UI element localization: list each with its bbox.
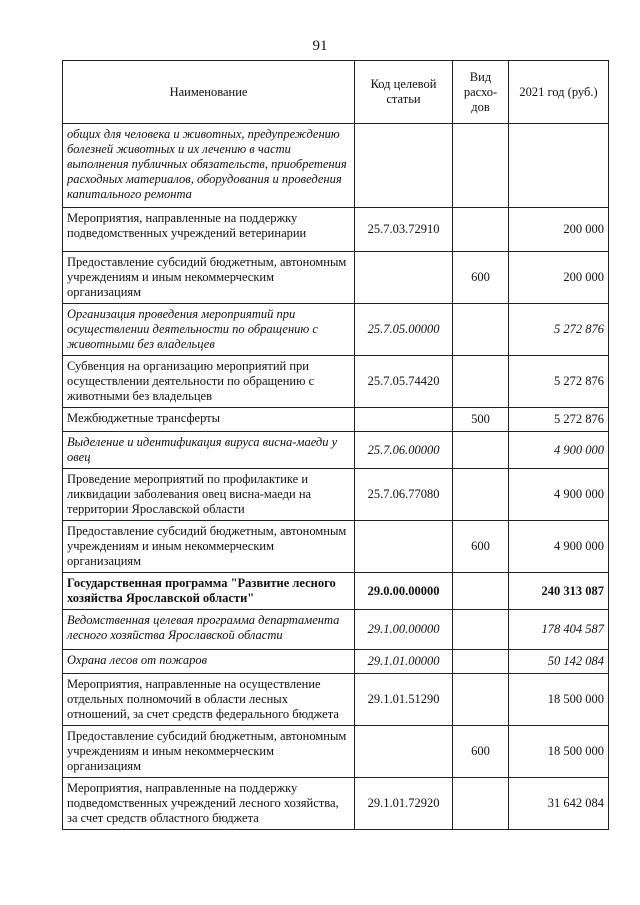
row-code-cell: 29.1.01.51290 — [355, 674, 453, 726]
row-type-cell: 600 — [453, 521, 509, 573]
table-row — [63, 610, 609, 650]
row-code-cell — [355, 252, 453, 304]
row-amount-cell: 4 900 000 — [509, 469, 609, 521]
table-row — [63, 356, 609, 408]
row-name-cell: Межбюджетные трансферты — [63, 408, 355, 432]
row-name-cell: Мероприятия, направленные на осуществление отдельных полномочий в области лесных отношений, за счет средств федерального бюджета — [63, 674, 355, 726]
table-row — [63, 778, 609, 830]
row-amount-cell: 5 272 876 — [509, 408, 609, 432]
row-type-cell: 600 — [453, 726, 509, 778]
table-row — [63, 432, 609, 469]
row-name-cell: Охрана лесов от пожаров — [63, 650, 355, 674]
row-name-cell: общих для человека и животных, предупреждению болезней животных и их лечению в части выполнения публичных обязательств, приобретения расходных материалов, оборудования и проведения капитального ремонта — [63, 124, 355, 208]
table-row — [63, 469, 609, 521]
row-code-cell: 29.1.01.72920 — [355, 778, 453, 830]
table-row — [63, 208, 609, 252]
row-name-cell: Предоставление субсидий бюджетным, автономным учреждениям и иным некоммерческим организациям — [63, 726, 355, 778]
row-amount-cell: 178 404 587 — [509, 610, 609, 650]
header-name: Наименование — [63, 61, 355, 124]
row-type-cell: 600 — [453, 252, 509, 304]
row-type-cell — [453, 208, 509, 252]
table-row — [63, 674, 609, 726]
row-name-cell: Ведомственная целевая программа департамента лесного хозяйства Ярославской области — [63, 610, 355, 650]
table-row — [63, 124, 609, 208]
row-code-cell: 29.1.00.00000 — [355, 610, 453, 650]
row-name-cell: Субвенция на организацию мероприятий при осуществлении деятельности по обращению с животными без владельцев — [63, 356, 355, 408]
row-type-cell — [453, 124, 509, 208]
header-amount: 2021 год (руб.) — [509, 61, 609, 124]
row-type-cell — [453, 650, 509, 674]
row-name-cell: Проведение мероприятий по профилактике и ликвидации заболевания овец висна-маеди на территории Ярославской области — [63, 469, 355, 521]
row-type-cell — [453, 674, 509, 726]
table-row — [63, 408, 609, 432]
table-row — [63, 650, 609, 674]
table-row — [63, 573, 609, 610]
header-type: Вид расхо- дов — [453, 61, 509, 124]
row-type-cell — [453, 469, 509, 521]
row-type-cell — [453, 304, 509, 356]
row-code-cell — [355, 726, 453, 778]
row-name-cell: Предоставление субсидий бюджетным, автономным учреждениям и иным некоммерческим организациям — [63, 521, 355, 573]
budget-table — [62, 60, 609, 830]
row-type-cell: 500 — [453, 408, 509, 432]
row-name-cell: Мероприятия, направленные на поддержку подведомственных учреждений ветеринарии — [63, 208, 355, 252]
row-amount-cell: 50 142 084 — [509, 650, 609, 674]
row-type-cell — [453, 778, 509, 830]
row-code-cell: 25.7.03.72910 — [355, 208, 453, 252]
row-name-cell: Государственная программа "Развитие лесного хозяйства Ярославской области" — [63, 573, 355, 610]
row-amount-cell: 18 500 000 — [509, 674, 609, 726]
row-type-cell — [453, 356, 509, 408]
row-code-cell: 29.1.01.00000 — [355, 650, 453, 674]
row-code-cell — [355, 124, 453, 208]
row-amount-cell: 200 000 — [509, 208, 609, 252]
row-code-cell: 25.7.06.77080 — [355, 469, 453, 521]
row-type-cell — [453, 573, 509, 610]
page-number: 91 — [312, 38, 328, 54]
row-code-cell — [355, 408, 453, 432]
row-code-cell: 25.7.05.74420 — [355, 356, 453, 408]
row-amount-cell: 4 900 000 — [509, 432, 609, 469]
table-row — [63, 304, 609, 356]
row-code-cell: 25.7.06.00000 — [355, 432, 453, 469]
row-name-cell: Выделение и идентификация вируса висна-маеди у овец — [63, 432, 355, 469]
row-name-cell: Мероприятия, направленные на поддержку подведомственных учреждений лесного хозяйства, за счет средств областного бюджета — [63, 778, 355, 830]
table-row — [63, 726, 609, 778]
table-row — [63, 521, 609, 573]
row-amount-cell: 240 313 087 — [509, 573, 609, 610]
row-amount-cell: 4 900 000 — [509, 521, 609, 573]
table-row — [63, 252, 609, 304]
row-amount-cell: 5 272 876 — [509, 304, 609, 356]
row-amount-cell: 5 272 876 — [509, 356, 609, 408]
table-body — [63, 124, 609, 830]
row-amount-cell: 31 642 084 — [509, 778, 609, 830]
header-code: Код целевой статьи — [355, 61, 453, 124]
row-amount-cell — [509, 124, 609, 208]
row-name-cell: Организация проведения мероприятий при осуществлении деятельности по обращению с животными без владельцев — [63, 304, 355, 356]
row-type-cell — [453, 432, 509, 469]
row-name-cell: Предоставление субсидий бюджетным, автономным учреждениям и иным некоммерческим организациям — [63, 252, 355, 304]
row-type-cell — [453, 610, 509, 650]
row-code-cell: 29.0.00.00000 — [355, 573, 453, 610]
row-amount-cell: 18 500 000 — [509, 726, 609, 778]
table-header-row — [63, 61, 609, 124]
row-amount-cell: 200 000 — [509, 252, 609, 304]
row-code-cell — [355, 521, 453, 573]
row-code-cell: 25.7.05.00000 — [355, 304, 453, 356]
